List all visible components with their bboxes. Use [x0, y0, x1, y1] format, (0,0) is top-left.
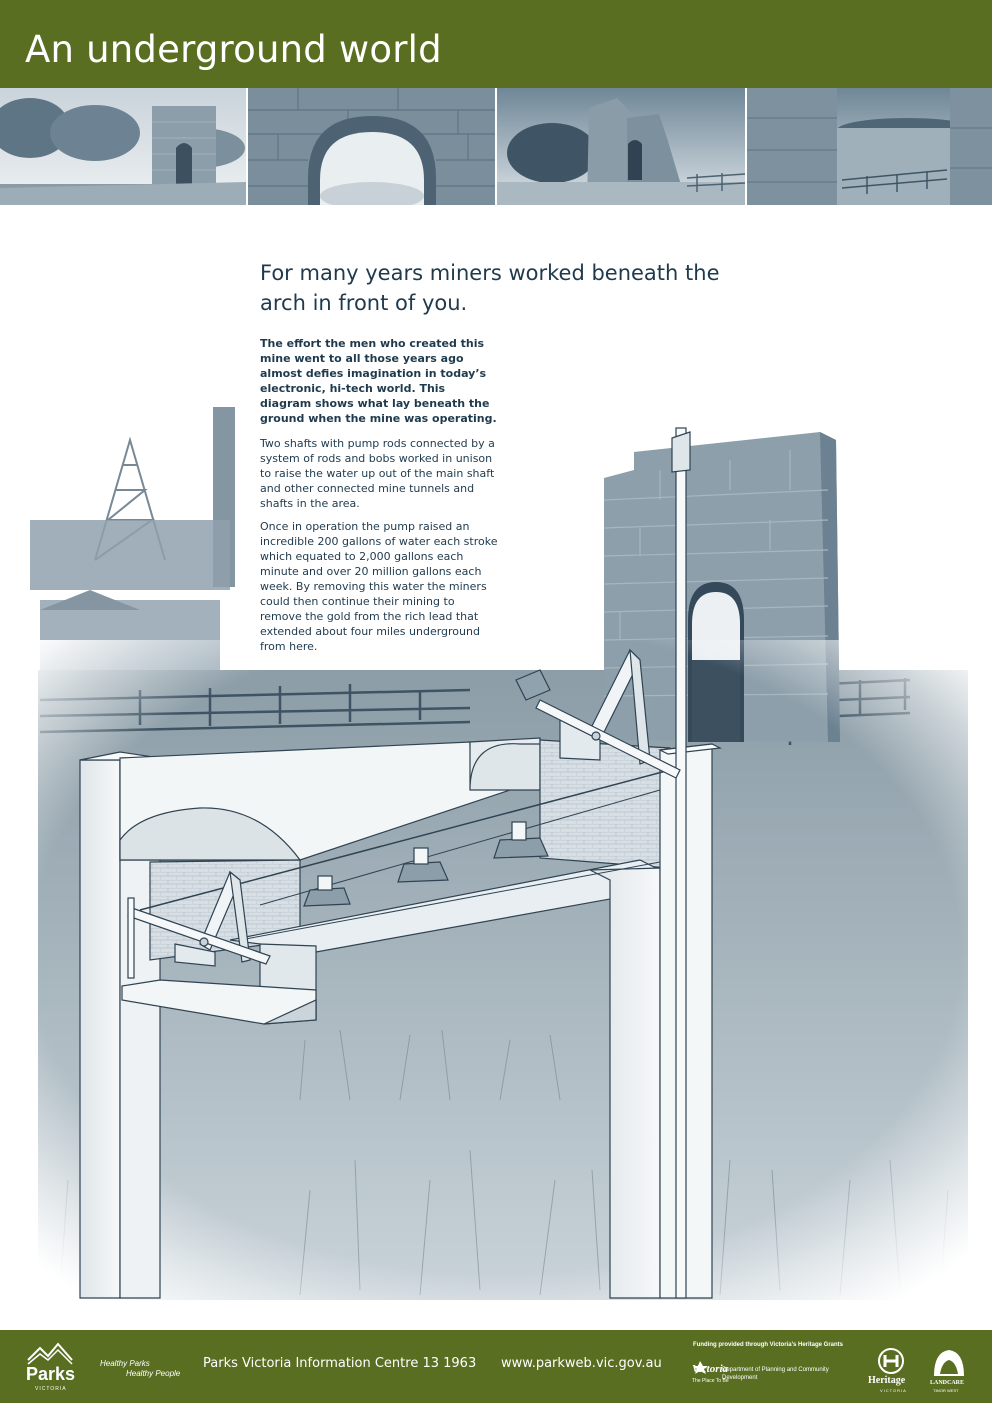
- heritage-logo-sub: VICTORIA: [880, 1388, 907, 1393]
- website-link[interactable]: www.parkweb.vic.gov.au: [501, 1356, 662, 1371]
- tagline: [100, 1359, 180, 1379]
- info-centre-phone: Parks Victoria Information Centre 13 1963: [203, 1356, 477, 1371]
- intro-paragraph: The effort the men who created this mine went to all those years ago almost defies imagination in today’s electronic, hi-tech world. This diagram shows what lay beneath the ground when the mine was operating.: [260, 337, 497, 425]
- page-title: An underground world: [25, 28, 442, 71]
- tagline-line2: Healthy People: [126, 1369, 181, 1378]
- pillar-field-photo: [747, 88, 992, 205]
- body-paragraph-capacity: Once in operation the pump raised an incredible 200 gallons of water each stroke which equated to 2,000 gallons each minute and over 20 million gallons each week. By removing this water the miners could then continue their mining to remove the gold from the rich lead that extended about four miles underground from here.: [260, 520, 498, 653]
- victoria-logo-text: Victoria: [692, 1363, 729, 1375]
- victoria-tagline: The Place To Be: [692, 1378, 729, 1384]
- arch-detail-photo: [248, 88, 496, 205]
- header-band: [0, 0, 992, 88]
- parks-victoria-logo: [26, 1340, 86, 1392]
- bush-ruin-photo: [0, 88, 246, 205]
- body-paragraph-pumps: Two shafts with pump rods connected by a system of rods and bobs worked in unison to raise the water up out of the main shaft and other connected mine tunnels and shafts in the area.: [260, 437, 495, 510]
- parks-logo-sub: VICTORIA: [35, 1386, 67, 1392]
- wave-icon: [26, 1340, 86, 1366]
- tagline-line1: Healthy Parks: [100, 1359, 150, 1368]
- department-name: Department of Planning and Community Development: [722, 1367, 829, 1381]
- landcare-logo-sub: TIMOR WEST: [933, 1388, 959, 1393]
- funding-note: Funding provided through Victoria’s Heritage Grants: [693, 1342, 844, 1348]
- footer-band: [0, 1330, 992, 1403]
- ruin-photo: [497, 88, 745, 205]
- photo-strip: [0, 88, 992, 205]
- headframe-photo: [30, 400, 238, 670]
- landcare-logo-text: LANDCARE: [930, 1380, 965, 1386]
- heritage-badge-icon: [876, 1348, 906, 1374]
- heritage-logo-text: Heritage: [868, 1375, 906, 1386]
- landcare-hands-icon: [930, 1346, 968, 1378]
- headline: For many years miners worked beneath the arch in front of you.: [260, 261, 720, 315]
- parks-logo-text: Parks: [26, 1364, 76, 1384]
